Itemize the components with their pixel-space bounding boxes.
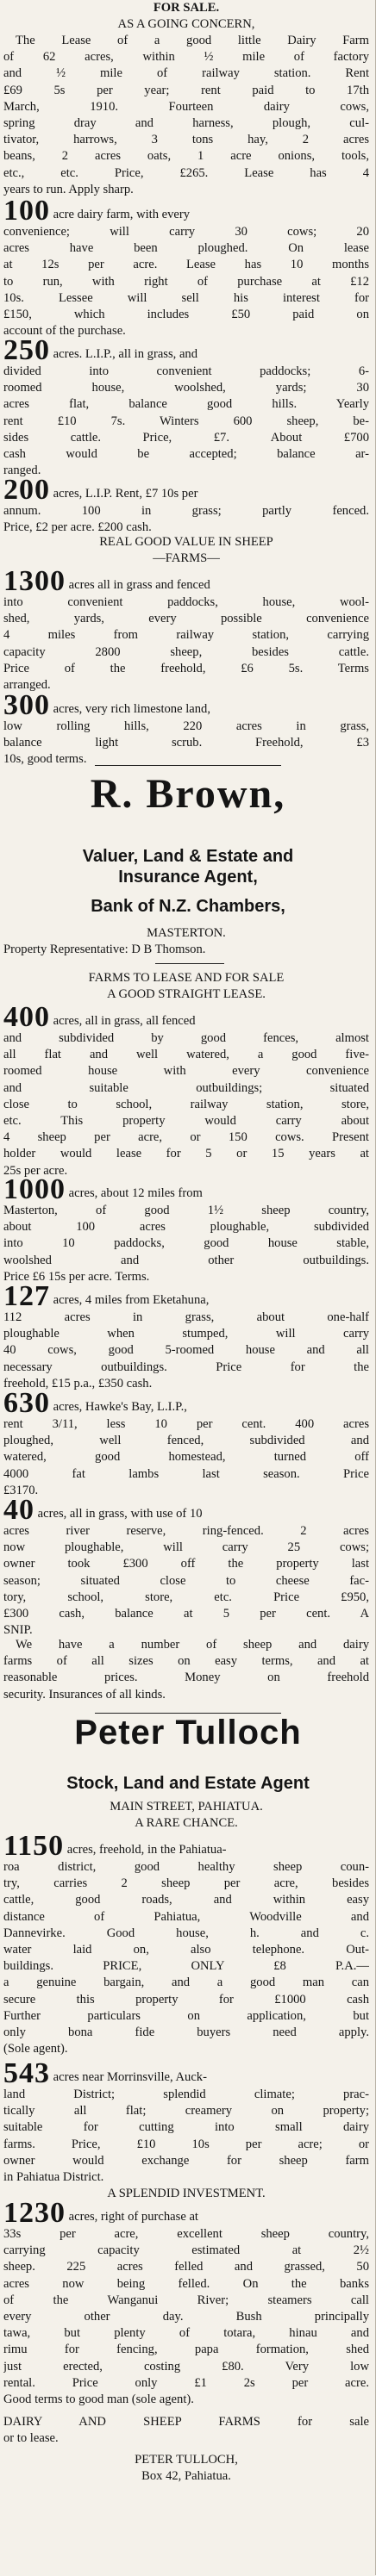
text-line: etc. This property would carry about (3, 1114, 369, 1129)
listing-630 (3, 1391, 369, 1499)
text-line: ploughable when stumped, will carry (3, 1327, 369, 1341)
text-line: rent £10 7s. Winters 600 sheep, be- (3, 414, 369, 428)
brown-title-2: Insurance Agent, (118, 868, 258, 887)
text-line: roomed house, woolshed, yards; 30 (3, 381, 369, 395)
text-line: convenience; will carry 30 cows; 20 (3, 225, 369, 239)
text-line: acres river reserve, ring-fenced. 2 acres (3, 1524, 369, 1538)
section-divider (95, 765, 281, 766)
text-line: roa district, good healthy sheep coun- (3, 1860, 369, 1874)
listing-lead (3, 477, 369, 503)
listing-number: 200 (3, 477, 50, 503)
text-line: distance of Pahiatua, Woodville and (3, 1909, 369, 1924)
street-line: MAIN STREET, PAHIATUA. (110, 1800, 263, 1814)
text-line: and suitable outbuildings; situated (3, 1080, 369, 1095)
listing-1300 (3, 569, 369, 694)
text-line: acres near Morrinsville, Auck- (50, 2070, 207, 2084)
text-line: try, carries 2 sheep per acre, besides (3, 1876, 369, 1891)
text-line: (Sole agent). (3, 2042, 68, 2056)
text-line: capacity 2800 sheep, besides cattle. (3, 644, 369, 659)
text-line: Price of the freehold, £6 5s. Terms (3, 661, 369, 675)
signature-name: PETER TULLOCH, (135, 2453, 238, 2467)
text-line: holder would lease for 5 or 15 years at (3, 1147, 369, 1161)
text-line: shed, yards, every possible convenience (3, 612, 369, 626)
listing-number: 127 (3, 1284, 50, 1310)
text-line: arranged. (3, 678, 51, 693)
text-line: acres flat, balance good hills. Yearly (3, 397, 369, 412)
short-divider (155, 963, 224, 964)
text-line: cattle, good roads, and within easy (3, 1893, 369, 1907)
town-line: MASTERTON. (147, 926, 226, 940)
text-line: acres, about 12 miles from (66, 1186, 203, 1200)
text-line: into 10 paddocks, good house stable, (3, 1236, 369, 1251)
listing-number: 630 (3, 1391, 50, 1416)
text-line: necessary outbuildings. Price for the (3, 1360, 369, 1374)
listing-lead (3, 2061, 369, 2087)
text-line: of the Wanganui River; steamers call (3, 2293, 369, 2307)
text-line: acres, right of purchase at (66, 2210, 198, 2224)
signature-block (3, 2452, 369, 2485)
text-line: Masterton, of good 1½ sheep country, (3, 1204, 369, 1217)
brown-intro (3, 970, 369, 1003)
text-line: and subdivided by good fences, almost (3, 1031, 369, 1045)
text-line: SNIP. (3, 1623, 33, 1638)
text-line: 40 cows, good 5-roomed house and all (3, 1343, 369, 1358)
text-line: water laid on, also telephone. Out- (3, 1943, 369, 1957)
text-line: at 12s per acre. Lease has 10 months (3, 258, 369, 272)
text-line: cash would be accepted; balance ar- (3, 447, 369, 462)
listing-200 (3, 477, 369, 536)
text-line: sides cattle. Price, £7. About £700 (3, 430, 369, 445)
listing-number: 250 (3, 338, 50, 364)
text-line: years to run. Apply sharp. (3, 182, 134, 196)
listing-number: 100 (3, 198, 50, 224)
text-line: rental. Price only £1 2s per acre. (3, 2375, 369, 2390)
listing-lead (3, 569, 369, 594)
listing-number: 300 (3, 693, 50, 719)
heading-line: —FARMS— (153, 551, 220, 566)
text-line: security. Insurances of all kinds. (3, 1687, 166, 1702)
text-line: roomed house with every convenience (3, 1064, 369, 1079)
header-line: FOR SALE. (153, 1, 220, 15)
text-line: of 62 acres, within ½ mile of factory (3, 50, 369, 65)
listing-number: 1300 (3, 569, 66, 594)
text-line: a genuine bargain, and a good man can (3, 1976, 369, 1990)
listing-lead (3, 1391, 369, 1416)
text-line: spring dray and harness, plough, cul- (3, 116, 369, 131)
text-line: £150, which includes £50 paid on (3, 308, 369, 322)
header-line: AS A GOING CONCERN, (117, 17, 255, 32)
sheep-farms-heading (3, 534, 369, 567)
listing-number: 1000 (3, 1177, 66, 1203)
brown-town-block (3, 925, 369, 958)
text-line: to run, with right of purchase at £12 (3, 274, 369, 289)
tulloch-closing (3, 2414, 369, 2447)
text-line: Price, £2 per acre. £200 cash. (3, 520, 152, 535)
listing-lead (3, 693, 369, 719)
text-line: 25s per acre. (3, 1163, 68, 1178)
listing-lead (3, 338, 369, 364)
text-line: ploughed, well fenced, subdivided and (3, 1434, 369, 1448)
tulloch-title: Stock, Land and Estate Agent (66, 1774, 310, 1793)
listing-lead (3, 1833, 369, 1859)
text-line: divided into convenient paddocks; 6- (3, 364, 369, 378)
text-line: acres have been ploughed. On lease (3, 241, 369, 256)
sale-intro (3, 33, 369, 198)
text-line: DAIRY AND SHEEP FARMS for sale (3, 2415, 369, 2429)
listing-1000 (3, 1177, 369, 1285)
text-line (3, 2276, 369, 2293)
listing-lead (3, 1284, 369, 1310)
brown-chambers: Bank of N.Z. Chambers, (91, 897, 285, 916)
text-line: etc., etc. Price, £265. Lease has 4 (3, 165, 369, 180)
text-line: tivator, harrows, 3 tons hay, 2 acres (3, 133, 369, 147)
text-line: freehold, £15 p.a., £350 cash. (3, 1376, 153, 1391)
text-line: tically all flat; creamery on property; (3, 2104, 369, 2119)
text-line: suitable for cutting into small dairy (3, 2120, 369, 2135)
text-line: 10s, good terms. (3, 752, 87, 767)
text-line: owner would exchange for sheep farm (3, 2153, 369, 2168)
brown-closing (3, 1637, 369, 1703)
text-line: farms. Price, £10 10s per acre; or (3, 2137, 369, 2151)
listing-lead (3, 1497, 369, 1523)
text-line: or to lease. (3, 2431, 59, 2446)
listing-250 (3, 338, 369, 479)
text-line: ranged. (3, 464, 41, 478)
text-line: rent 3/11, less 10 per cent. 400 acres (3, 1417, 369, 1431)
text-line: 33s per acre, excellent sheep country, (3, 2227, 369, 2241)
text-line: sheep. 225 acres felled and grassed, 50 (3, 2260, 369, 2274)
intro-line: A GOOD STRAIGHT LEASE. (107, 987, 266, 1002)
text-line: acres, freehold, in the Pahiatua- (64, 1843, 227, 1857)
text-line: £3170. (3, 1483, 39, 1497)
text-line: buildings. PRICE, ONLY £8 P.A.— (3, 1959, 369, 1974)
text-line: only bona fide buyers need apply. (3, 2025, 369, 2040)
text-line: 4 sheep per acre, or 150 cows. Present (3, 1130, 369, 1145)
text-line: acres, 4 miles from Eketahuna, (50, 1293, 210, 1307)
text-line: beans, 2 acres oats, 1 acre onions, tools, (3, 149, 369, 164)
listing-127 (3, 1284, 369, 1392)
listing-lead (3, 198, 369, 224)
listing-100 (3, 198, 369, 339)
signature-address: Box 42, Pahiatua. (141, 2469, 231, 2484)
text-line: land District; splendid climate; prac- (3, 2088, 369, 2101)
listing-number: 1230 (3, 2200, 66, 2226)
text-line: watered, good homestead, turned off (3, 1450, 369, 1465)
text-line: every other day. Bush principally (3, 2310, 369, 2324)
listing-543 (3, 2061, 369, 2202)
text-line: £300 cash, balance at 5 per cent. A (3, 1607, 369, 1621)
text-line: and ½ mile of railway station. Rent (3, 66, 369, 81)
text-line: The Lease of a good little Dairy Farm (16, 34, 369, 47)
text-line: owner took £300 off the property last (3, 1557, 369, 1571)
text-line: 4000 fat lambs last season. Price (3, 1466, 369, 1481)
listing-number: 543 (3, 2061, 50, 2087)
text-line: season; situated close to cheese fac- (3, 1573, 369, 1588)
tulloch-address (3, 1799, 369, 1832)
text-line: acre dairy farm, with every (50, 208, 191, 221)
listing-number: 1150 (3, 1833, 65, 1859)
brown-title: Valuer, Land & Estate and (82, 847, 294, 866)
text-line: 10s. Lessee will sell his interest for (3, 290, 369, 305)
text-line: We have a number of sheep and dairy (16, 1638, 369, 1652)
text-line: account of the purchase. (3, 324, 126, 339)
text-line: acres, very rich limestone land, (50, 702, 210, 716)
listing-40 (3, 1497, 369, 1639)
text-line: in Pahiatua District. (3, 2170, 104, 2185)
text-line: carrying capacity estimated at 2½ (3, 2243, 369, 2258)
listing-400 (3, 1005, 369, 1179)
listing-number: 40 (3, 1497, 34, 1523)
listing-300 (3, 693, 369, 768)
listing-1230 (3, 2200, 369, 2408)
text-line: Dannevirke. Good house, h. and c. (3, 1926, 369, 1940)
text-line: just erected, costing £80. Very low (3, 2359, 369, 2374)
text-line: low rolling hills, 220 acres in grass, (3, 719, 369, 733)
listing-lead (3, 1005, 369, 1030)
text-line: 112 acres in grass, about one-half (3, 1310, 369, 1324)
text-line: Good terms to good man (sole agent). (3, 2392, 194, 2407)
text-line: all flat and well watered, a good five- (3, 1048, 369, 1062)
text-line: acres, all in grass, with use of 10 (34, 1507, 203, 1521)
agent-name-tulloch: Peter Tulloch (74, 1714, 302, 1752)
text-line: now ploughable, will carry 25 cows; (3, 1540, 369, 1555)
heading-line: REAL GOOD VALUE IN SHEEP (99, 535, 273, 549)
text-line: acres, all in grass, all fenced (50, 1014, 196, 1028)
text-line: Price £6 15s per acre. Terms. (3, 1269, 150, 1284)
chance-line: A RARE CHANCE. (135, 1816, 238, 1831)
text-line: Further particulars on application, but (3, 2008, 369, 2023)
text-line: annum. 100 in grass; partly fenced. (3, 504, 369, 518)
text-line: acres. L.I.P., all in grass, and (50, 347, 198, 361)
text-line: acres all in grass and fenced (66, 578, 210, 592)
text-line: farms of all sizes on easy terms, and at (3, 1654, 369, 1669)
text-line: woolshed and other outbuildings. (3, 1253, 369, 1267)
text-line: acres, Hawke's Bay, L.I.P., (50, 1400, 187, 1414)
text-line: secure this property for £1000 cash (3, 1992, 369, 2007)
text-line: 4 miles from railway station, carrying (3, 628, 369, 643)
listing-lead (3, 1177, 369, 1203)
text-line: tawa, but plenty of totara, hinau and (3, 2326, 369, 2341)
text-line: £69 5s per year; rent paid to 17th (3, 83, 369, 97)
text-fragment: acres now being felled. (3, 2276, 210, 2291)
agent-name-brown: R. Brown, (90, 771, 286, 817)
text-line: about 100 acres ploughable, subdivided (3, 1220, 369, 1235)
for-sale-header (3, 0, 369, 33)
text-line: acres, L.I.P. Rent, £7 10s per (50, 487, 198, 501)
text-line: balance light scrub. Freehold, £3 (3, 736, 369, 750)
listing-number: 400 (3, 1005, 50, 1030)
intro-line: FARMS TO LEASE AND FOR SALE (88, 971, 285, 985)
subheading-line: A SPLENDID INVESTMENT. (107, 2187, 266, 2201)
text-line: into convenient paddocks, house, wool- (3, 595, 369, 609)
text-line: rimu for fencing, papa formation, shed (3, 2343, 369, 2357)
listing-1150 (3, 1833, 369, 2057)
text-fragment: On the banks (242, 2276, 369, 2291)
text-line: March, 1910. Fourteen dairy cows, (3, 99, 369, 114)
text-line: close to school, railway station, store, (3, 1097, 369, 1111)
listing-lead (3, 2200, 369, 2226)
representative-line: Property Representative: D B Thomson. (3, 943, 206, 957)
text-line: reasonable prices. Money on freehold (3, 1671, 369, 1685)
text-line: tory, school, store, etc. Price £950, (3, 1590, 369, 1604)
